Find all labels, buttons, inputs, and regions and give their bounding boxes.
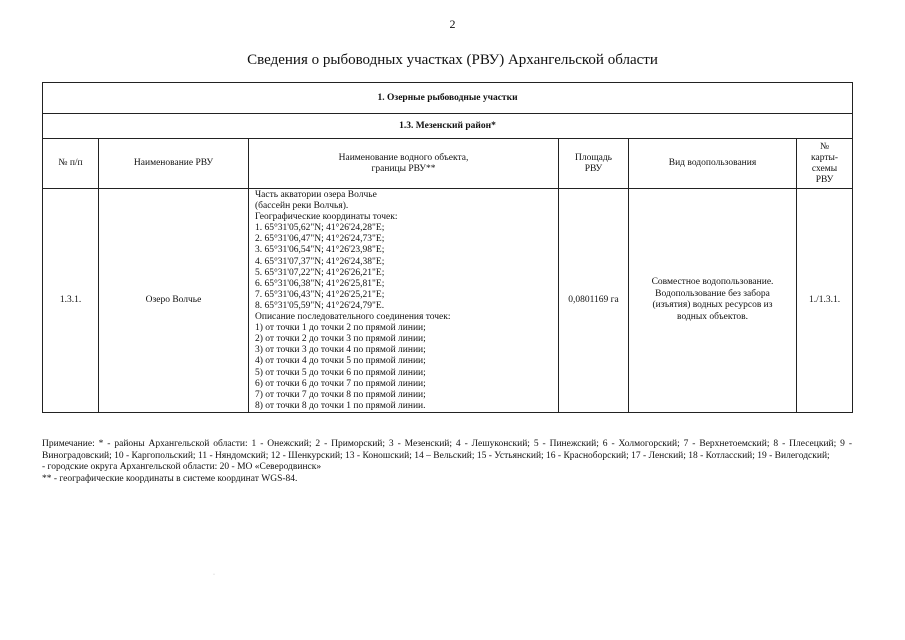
note-coordinate-system: ** - географические координаты в системе координат WGS-84. bbox=[42, 473, 298, 484]
header-water-object-line1: Наименование водного объекта, bbox=[338, 152, 469, 163]
coordinate-line: 5. 65°31'07,22"N; 41°26'26,21"E; bbox=[255, 267, 385, 278]
header-water-object-line2: границы РВУ** bbox=[371, 163, 436, 174]
table-header-row bbox=[43, 139, 853, 189]
row-name: Озеро Волчье bbox=[99, 189, 249, 413]
usage-line: Водопользование без забора bbox=[655, 288, 770, 299]
connection-line: 2) от точки 2 до точки 3 по прямой линии; bbox=[255, 334, 426, 345]
usage-line: Совместное водопользование. bbox=[651, 277, 774, 288]
connection-line: 1) от точки 1 до точки 2 по прямой линии; bbox=[255, 323, 426, 334]
coordinate-line: 3. 65°31'06,54"N; 41°26'23,98"E; bbox=[255, 245, 385, 256]
coordinate-line: 2. 65°31'06,47"N; 41°26'24,73"E; bbox=[255, 234, 385, 245]
footnotes bbox=[42, 439, 852, 485]
description-line: Географические координаты точек: bbox=[255, 212, 398, 223]
description-line: (бассейн реки Волчья). bbox=[255, 201, 349, 212]
document-title: Сведения о рыбоводных участках (РВУ) Архангельской области bbox=[247, 52, 658, 68]
header-num: № п/п bbox=[43, 139, 99, 189]
usage-line: водных объектов. bbox=[677, 311, 748, 322]
subsection-title: 1.3. Мезенский район* bbox=[43, 114, 853, 139]
header-map-line1: № bbox=[819, 141, 830, 152]
header-area bbox=[559, 139, 629, 189]
page-number: 2 bbox=[449, 17, 456, 31]
connection-line: 7) от точки 7 до точки 8 по прямой линии; bbox=[255, 389, 426, 400]
connection-line: 4) от точки 4 до точки 5 по прямой линии; bbox=[255, 356, 426, 367]
scan-artifact: · bbox=[213, 572, 215, 578]
header-name: Наименование РВУ bbox=[99, 139, 249, 189]
section-title: 1. Озерные рыбоводные участки bbox=[43, 83, 853, 114]
header-area-line1: Площадь bbox=[574, 152, 613, 163]
table-row bbox=[43, 189, 853, 413]
coordinate-line: 6. 65°31'06,38"N; 41°26'25,81"E; bbox=[255, 278, 385, 289]
coordinate-line: 7. 65°31'06,43"N; 41°26'25,21"E; bbox=[255, 289, 385, 300]
header-map-line4: РВУ bbox=[815, 174, 834, 185]
row-description bbox=[249, 189, 559, 413]
connection-line: 8) от точки 8 до точки 1 по прямой линии. bbox=[255, 400, 426, 411]
header-map-line2: карты- bbox=[811, 152, 839, 163]
section-row bbox=[43, 83, 853, 114]
subsection-row bbox=[43, 114, 853, 139]
header-water-object bbox=[249, 139, 559, 189]
note-urban-districts: - городские округа Архангельской области: 20 - МО «Северодвинск» bbox=[42, 462, 322, 472]
header-usage: Вид водопользования bbox=[629, 139, 797, 189]
header-map bbox=[797, 139, 853, 189]
connection-line: 3) от точки 3 до точки 4 по прямой линии; bbox=[255, 345, 426, 356]
description-line: Часть акватории озера Волчье bbox=[255, 190, 377, 200]
row-map: 1./1.3.1. bbox=[797, 189, 853, 413]
note-districts: Примечание: * - районы Архангельской области: 1 - Онежский; 2 - Приморский; 3 - Мезенский; 4 - Лешуконский; 5 - Пинежский; 6 - Холмогорский; 7 - Верхнетоемский; 8 - Плесецкий; 9 - Виноградовский; 10 - Каргопольский; 11 - Няндомский; 12 - Шенкурский; 13 - Коношский; 14 – Вельский; 15 - Устьянский; 16 - Красноборский; 17 - Ленский; 18 - Котласский; 19 - Вилегодский; bbox=[42, 439, 852, 461]
row-area: 0,0801169 га bbox=[559, 189, 629, 413]
header-area-line2: РВУ bbox=[584, 163, 603, 174]
row-usage bbox=[629, 189, 797, 413]
coordinate-line: 1. 65°31'05,62"N; 41°26'24,28"E; bbox=[255, 223, 385, 234]
connection-line: 5) от точки 5 до точки 6 по прямой линии; bbox=[255, 367, 426, 378]
coordinate-line: 4. 65°31'07,37"N; 41°26'24,38"E; bbox=[255, 256, 385, 267]
header-map-line3: схемы bbox=[811, 163, 838, 174]
description-line: Описание последовательного соединения точек: bbox=[255, 312, 451, 323]
usage-line: (изъятия) водных ресурсов из bbox=[652, 300, 773, 311]
coordinate-line: 8. 65°31'05,59"N; 41°26'24,79"E. bbox=[255, 300, 385, 311]
row-num: 1.3.1. bbox=[43, 189, 99, 413]
connection-line: 6) от точки 6 до точки 7 по прямой линии; bbox=[255, 378, 426, 389]
rvu-table bbox=[42, 82, 853, 413]
